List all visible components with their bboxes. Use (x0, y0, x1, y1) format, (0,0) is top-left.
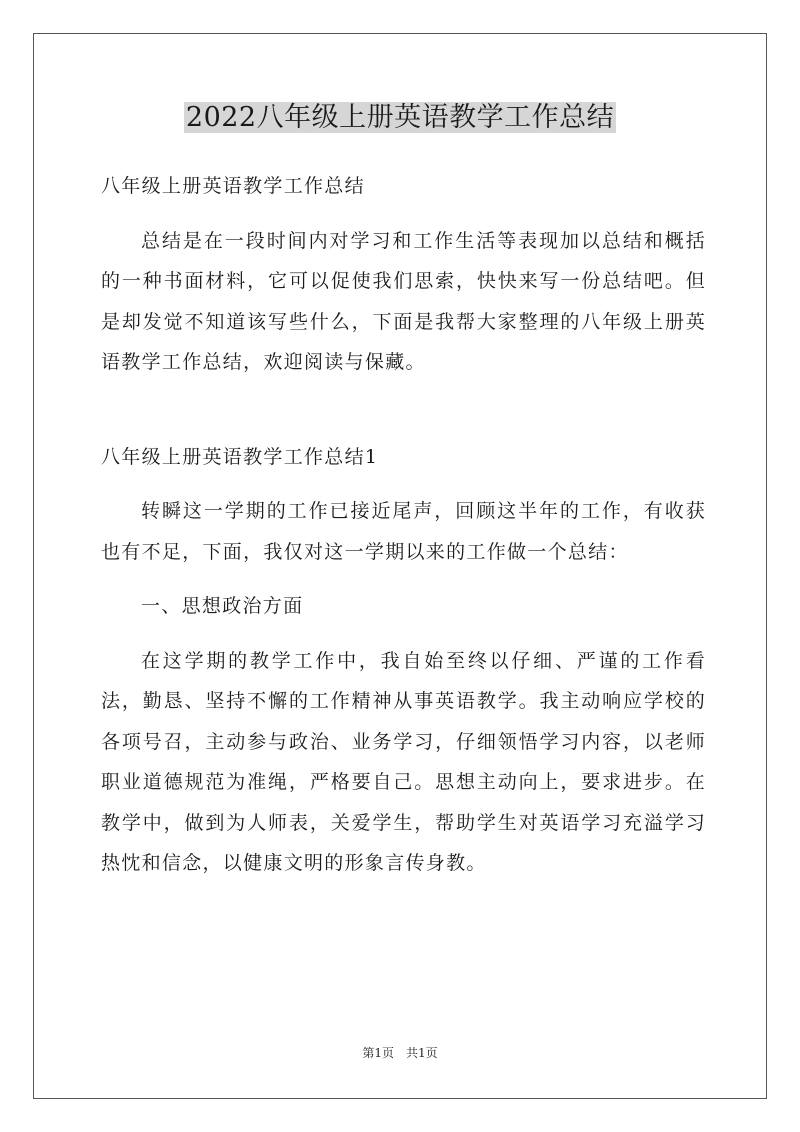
spacer (101, 207, 706, 221)
section-title: 八年级上册英语教学工作总结1 (101, 445, 379, 468)
part-heading: 一、思想政治方面 (141, 595, 304, 617)
page-footer: 第1页 共1页 (362, 1046, 438, 1060)
spacer (101, 383, 706, 437)
intro-paragraph: 总结是在一段时间内对学习和工作生活等表现加以总结和概括的一种书面材料，它可以促使我们思索，快快来写一份总结吧。但是却发觉不知道该写些什么，下面是我帮大家整理的八年级上册英语教学工作总结，欢迎阅读与保藏。 (101, 229, 706, 373)
document-subtitle: 八年级上册英语教学工作总结 (101, 175, 365, 197)
section-intro-paragraph: 转瞬这一学期的工作已接近尾声，回顾这半年的工作，有收获也有不足，下面，我仅对这一学期以来的工作做一个总结： (101, 500, 706, 563)
spacer (101, 572, 706, 586)
document-title (0, 96, 800, 140)
document-body (101, 166, 706, 884)
document-title-text: 2022八年级上册英语教学工作总结 (185, 102, 615, 133)
spacer (101, 477, 706, 491)
part-paragraph: 在这学期的教学工作中，我自始至终以仔细、严谨的工作看法，勤恳、坚持不懈的工作精神从事英语教学。我主动响应学校的各项号召，主动参与政治、业务学习，仔细领悟学习内容，以老师职业道德规范为准绳，严格要自己。思想主动向上，要求进步。在教学中，做到为人师表，关爱学生，帮助学生对英语学习充溢学习热忱和信念，以健康文明的形象言传身教。 (101, 649, 706, 874)
spacer (101, 627, 706, 641)
